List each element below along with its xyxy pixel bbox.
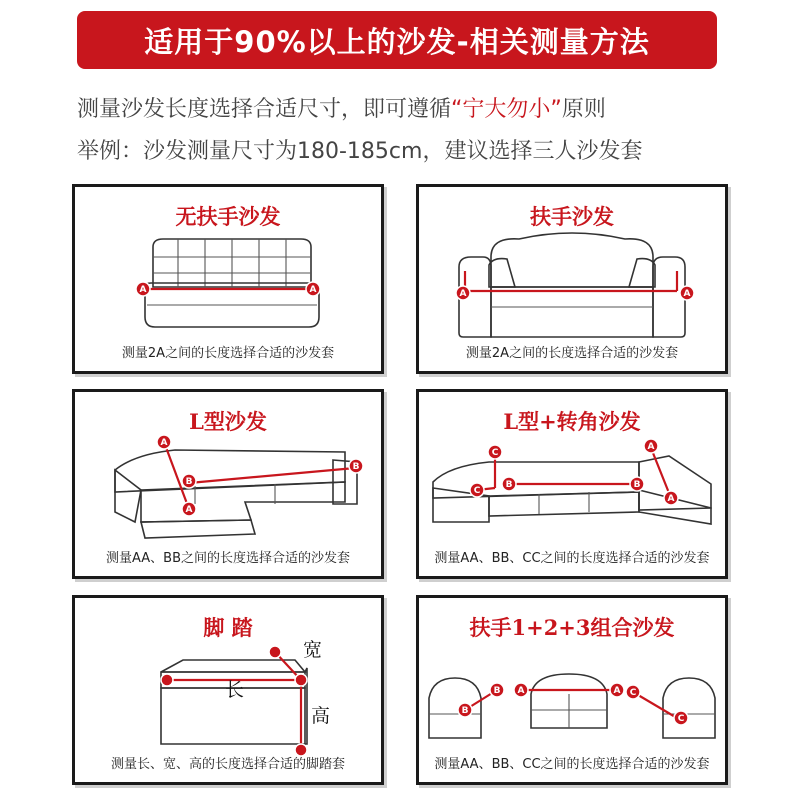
marker-c-top — [488, 445, 502, 459]
card-caption: 测量长、宽、高的长度选择合适的脚踏套 — [110, 757, 345, 772]
svg-text:B: B — [185, 477, 193, 487]
marker-b-left — [458, 703, 472, 717]
footstool-drawing — [161, 660, 307, 744]
title-banner — [77, 11, 717, 69]
svg-text:A: A — [185, 505, 193, 515]
svg-text:B: B — [461, 706, 469, 716]
label-length: 长 — [225, 679, 245, 701]
intro-highlight: “宁大勿小” — [451, 97, 562, 122]
marker-a-bottom — [664, 491, 678, 505]
card-caption: 测量2A之间的长度选择合适的沙发套 — [465, 346, 679, 361]
intro-line-1-prefix: 测量沙发长度选择合适尺寸，即可遵循 — [77, 97, 452, 122]
svg-text:B: B — [505, 480, 513, 490]
marker-a-top — [644, 439, 658, 453]
svg-text:B: B — [493, 686, 501, 696]
sofa-drawing — [459, 233, 685, 337]
measure-dot-corner — [295, 674, 307, 686]
intro-line-1 — [77, 92, 606, 123]
marker-a-left — [136, 282, 150, 296]
marker-b-right — [630, 477, 644, 491]
measure-line-bb — [189, 468, 355, 483]
svg-text:A: A — [309, 285, 317, 295]
sofa-drawing — [115, 450, 357, 538]
intro-line-2: 举例：沙发测量尺寸为180-185cm，建议选择三人沙发套 — [77, 139, 643, 164]
marker-a-left — [514, 683, 528, 697]
card-caption: 测量2A之间的长度选择合适的沙发套 — [121, 346, 335, 361]
card-caption: 测量AA、BB、CC之间的长度选择合适的沙发套 — [434, 551, 710, 566]
svg-text:C: C — [473, 486, 481, 496]
marker-a-right — [680, 286, 694, 300]
svg-text:A: A — [613, 686, 621, 696]
marker-a-right — [306, 282, 320, 296]
svg-text:A: A — [647, 442, 655, 452]
svg-text:A: A — [459, 289, 467, 299]
svg-text:A: A — [683, 289, 691, 299]
marker-b-right — [490, 683, 504, 697]
card-l-corner-sofa — [416, 389, 728, 579]
card-footstool — [72, 595, 384, 785]
intro-line-1-suffix: 原则 — [561, 97, 606, 122]
svg-text:A: A — [667, 494, 675, 504]
marker-c-bottom — [470, 483, 484, 497]
svg-text:C: C — [629, 688, 637, 698]
svg-text:A: A — [139, 285, 147, 295]
svg-text:A: A — [160, 438, 168, 448]
card-title: 脚 踏 — [203, 615, 253, 640]
marker-a-top — [157, 435, 171, 449]
card-title: L型+转角沙发 — [503, 409, 641, 434]
card-title: 无扶手沙发 — [175, 204, 281, 229]
svg-text:A: A — [517, 686, 525, 696]
svg-text:C: C — [491, 448, 499, 458]
card-sofa-set — [416, 595, 728, 785]
marker-b-left — [182, 474, 196, 488]
marker-c-left — [626, 685, 640, 699]
card-arm-sofa — [416, 184, 728, 374]
label-width: 宽 — [303, 639, 323, 661]
svg-text:B: B — [352, 462, 360, 472]
marker-a-left — [456, 286, 470, 300]
card-armless-sofa — [72, 184, 384, 374]
card-caption: 测量AA、BB、CC之间的长度选择合适的沙发套 — [434, 757, 710, 772]
card-title: 扶手1+2+3组合沙发 — [469, 615, 675, 640]
svg-text:B: B — [633, 480, 641, 490]
card-caption: 测量AA、BB之间的长度选择合适的沙发套 — [106, 551, 350, 566]
label-height: 高 — [311, 705, 331, 727]
svg-text:C: C — [677, 714, 685, 724]
measure-dot-width — [269, 646, 281, 658]
marker-a-right — [610, 683, 624, 697]
sofa-drawing — [145, 239, 319, 327]
banner-title: 适用于90%以上的沙发-相关测量方法 — [144, 24, 650, 59]
card-title: L型沙发 — [189, 409, 267, 434]
marker-a-bottom — [182, 502, 196, 516]
marker-b-left — [502, 477, 516, 491]
marker-c-right — [674, 711, 688, 725]
card-title: 扶手沙发 — [530, 204, 614, 229]
measure-dot-left — [161, 674, 173, 686]
card-l-sofa — [72, 389, 384, 579]
marker-b-right — [349, 459, 363, 473]
